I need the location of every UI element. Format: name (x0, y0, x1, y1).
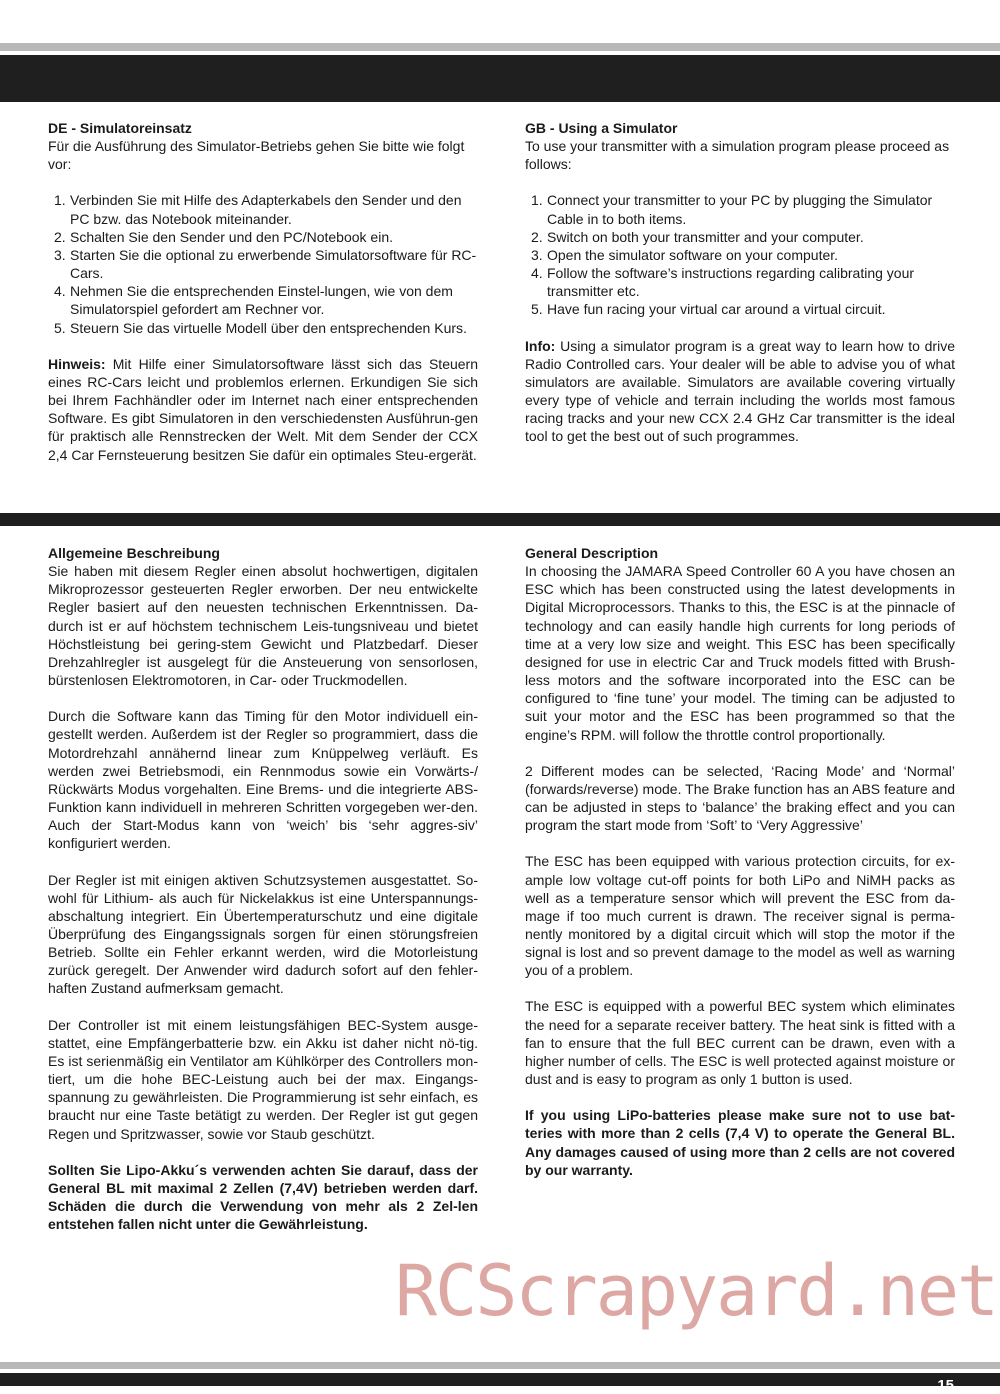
list-item: 1. Connect your transmitter to your PC by plugging the Simulator Cable in to both items. (531, 192, 933, 227)
section-title: Allgemeine Beschreibung (48, 545, 220, 561)
section-title: DE - Simulatoreinsatz (48, 120, 192, 136)
gb-description-section (525, 544, 955, 1179)
de-description-section (48, 544, 478, 1233)
bottom-gray-rule (0, 1362, 1000, 1369)
watermark: RCScrapyard.net (395, 1250, 998, 1332)
step-list (48, 191, 478, 336)
step-list (525, 191, 955, 318)
de-simulator-section (48, 119, 478, 464)
note-paragraph (525, 337, 955, 446)
bottom-black-band (0, 1373, 1000, 1386)
list-item: 1. Verbinden Sie mit Hilfe des Adapterkabels den Sender und den PC bzw. das Notebook miteinander. (54, 192, 462, 227)
list-item: 2. Switch on both your transmitter and your computer. (531, 228, 864, 245)
list-item: 5. Have fun racing your virtual car around a virtual circuit. (531, 301, 886, 318)
list-item: 3. Open the simulator software on your computer. (531, 246, 839, 263)
intro-text: To use your transmitter with a simulation program please proceed as follows: (525, 138, 950, 173)
intro-text: Für die Ausführung des Simulator-Betriebs gehen Sie bitte wie folgt vor: (48, 138, 465, 173)
list-item: 3. Starten Sie die optional zu erwerbende Simulatorsoftware für RC-Cars. (54, 246, 477, 282)
body-paragraph: 2 Different modes can be selected, ‘Racing Mode’ and ‘Normal’ (forwards/reverse) mode. The Brake function has an ABS feature and can be adjusted in steps to ‘balance’ the braking effect and you can program the start mode from ‘Soft’ to ‘Very Aggressive’ (525, 762, 955, 834)
body-paragraph: Der Regler ist mit einigen aktiven Schutzsystemen ausgestattet. So-wohl für Lithium- als auch für Nickelakkus ist eine Unterspannungs-abschaltung integriert. Ein Übertemperaturschutz und eine digitale Überprüfung des Eingangssignals sorgen für einen störungsfreien Betrieb. Sollte ein Fehler erkannt werden, wird die Motorleistung zurück geregelt. Der Anwender wird dadurch sofort auf den fehler-haften Zustand aufmerksam gemacht. (48, 871, 478, 997)
body-paragraph: In choosing the JAMARA Speed Controller 60 A you have chosen an ESC which has been constructed using the latest developments in Digital Microprocessors. Thanks to this, the ESC is at the pinnacle of technology and can easily handle high currents for long periods of time at a very low size and weight. This ESC has been specifically designed for use in electric Car and Truck models fitted with Brush-less motors and the software incorporated into the ESC can be configured to ‘fine tune’ your model. The timing can be adjusted to suit your motor and the ESC has been programmed so that the engine’s RPM. will follow the throttle control proportionally. (525, 563, 955, 743)
page-number: 15 (937, 1377, 954, 1394)
middle-black-band (0, 513, 1000, 526)
list-item: 4. Nehmen Sie die entsprechenden Einstel-lungen, wie von dem Simulatorspiel gefordert am Rechner vor. (54, 283, 453, 318)
body-paragraph: Sie haben mit diesem Regler einen absolut hochwertigen, digitalen Mikroprozessor gesteuerten Regler erworben. Der neu entwickelte Regler basiert auf den neuesten technischen Erkenntnissen. Da-durch ist er auf höchstem technischem Leis-tungsniveau und bietet Höchstleistung bei gering-stem Gewicht und Platzbedarf. Dieser Drehzahlregler ist ausgelegt für die Ansteuerung von sensorlosen, bürstenlosen Elektromotoren, in Car- oder Truckmodellen. (48, 563, 478, 689)
note-text: Using a simulator program is a great way to learn how to drive Radio Controlled cars. Your dealer will be able to advise you of what simulators are available. Simulators are available covering virtually every type of vehicle and terrain including the worlds most famous racing tracks and your new CCX 2.4 GHz Car transmitter is the ideal tool to get the best out of such programmes. (525, 337, 955, 445)
note-paragraph (48, 355, 478, 464)
list-item: 4. Follow the software’s instructions regarding calibrating your transmitter etc. (531, 265, 915, 300)
list-item: 5. Steuern Sie das virtuelle Modell über den entsprechenden Kurs. (54, 319, 467, 336)
note-label: Info: (525, 337, 556, 354)
note-label: Hinweis: (48, 355, 106, 372)
body-paragraph: Der Controller ist mit einem leistungsfähigen BEC-System ausge-stattet, eine Empfängerbatterie bzw. ein Akku ist daher nicht nö-tig. Es ist serienmäßig ein Ventilator am Kühlkörper des Controllers mon-tiert, um die hohe BEC-Leistung auch bei der max. Eingangs-spannung zu gewährleisten. Die Programmierung ist sehr einfach, es braucht nur eine Taste betätigt zu werden. Der Regler ist gut gegen Regen und Spritzwasser, sowie vor Staub geschützt. (48, 1016, 478, 1142)
warning-paragraph: If you using LiPo-batteries please make sure not to use bat-teries with more than 2 cells (7,4 V) to operate the General BL. Any damages caused of using more than 2 cells are not covered by our warranty. (525, 1107, 955, 1178)
section-title: GB - Using a Simulator (525, 120, 678, 136)
warning-paragraph: Sollten Sie Lipo-Akku´s verwenden achten Sie darauf, dass der General BL mit maximal 2 Zellen (7,4V) betrieben werden darf. Schäden die durch die Verwendung von mehr als 2 Zel-len entstehen fallen nicht unter die Gewährleistung. (48, 1161, 478, 1233)
section-title: General Description (525, 545, 659, 561)
gb-simulator-section (525, 119, 955, 446)
top-gray-rule (0, 43, 1000, 51)
body-paragraph: The ESC has been equipped with various protection circuits, for ex-ample low voltage cut-off points for both LiPo and NiMH packs as well as a temperature sensor which will prevent the ESC from da-mage if too much current is drawn. The receiver signal is perma-nently monitored by a digital circuit which will stop the motor if the signal is lost and so prevent damage to the model as well as warning you of a problem. (525, 853, 955, 979)
note-text: Mit Hilfe einer Simulatorsoftware lässt sich das Steuern eines RC-Cars leicht und problemlos erlernen. Erkundigen Sie sich bei Ihrem Fachhändler oder im Internet nach einer entsprechenden Software. Es gibt Simulatoren in den verschiedensten Ausführun-gen für praktisch alle Rennstrecken der Welt. Mit dem Sender der CCX 2,4 Car Fernsteuerung besitzen Sie dafür ein optimales Steu-ergerät. (48, 355, 479, 463)
top-black-band (0, 55, 1000, 102)
body-paragraph: Durch die Software kann das Timing für den Motor individuell ein-gestellt werden. Außerdem ist der Regler so programmiert, dass die Motordrehzahl annähernd linear zum Knüppelweg verläuft. Es werden zwei Betriebsmodi, ein Rennmodus sowie ein Vorwärts-/ Rückwärts Modus vorgehalten. Eine Brems- und die integrierte ABS-Funktion kann individuell in mehreren Schritten vorgegeben wer-den. Auch der Start-Modus kann von ‘weich’ bis ‘sehr aggres-siv’ konfiguriert werden. (48, 708, 478, 852)
list-item: 2. Schalten Sie den Sender und den PC/Notebook ein. (54, 228, 394, 245)
body-paragraph: The ESC is equipped with a powerful BEC system which eliminates the need for a separate receiver battery. The heat sink is fitted with a fan to ensure that the full BEC current can be drawn, even with a higher number of cells. The ESC is well protected against moisture or dust and is easy to program as only 1 button is used. (525, 998, 955, 1088)
